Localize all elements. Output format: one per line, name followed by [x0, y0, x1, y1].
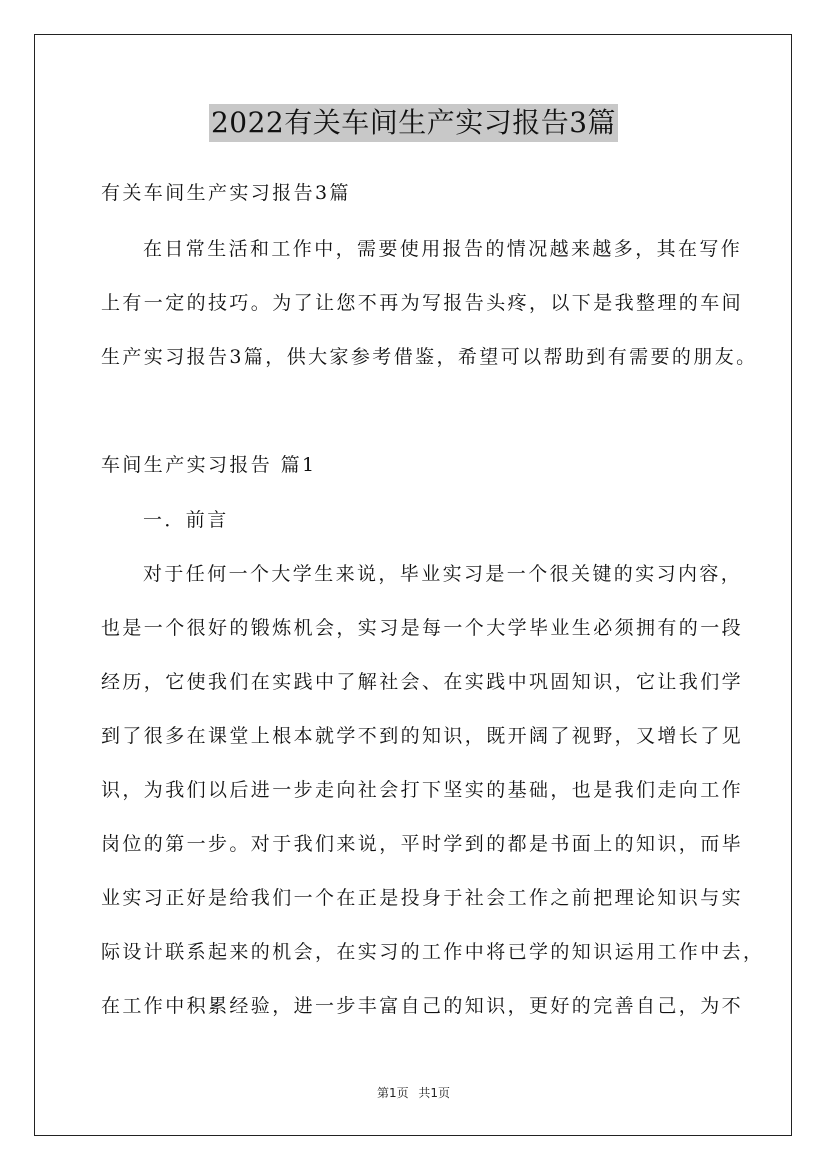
body-line: 识，为我们以后进一步走向社会打下坚实的基础，也是我们走向工作	[101, 779, 744, 801]
body-line: 到了很多在课堂上根本就学不到的知识，既开阔了视野，又增长了见	[101, 725, 744, 747]
section-heading: 车间生产实习报告 篇1	[101, 454, 317, 476]
body-line: 业实习正好是给我们一个在正是投身于社会工作之前把理论知识与实	[101, 887, 744, 909]
intro-line: 上有一定的技巧。为了让您不再为写报告头疼，以下是我整理的车间	[101, 292, 744, 314]
body-line: 在工作中积累经验，进一步丰富自己的知识，更好的完善自己，为不	[101, 995, 744, 1017]
intro-line: 在日常生活和工作中，需要使用报告的情况越来越多，其在写作	[143, 238, 743, 260]
subsection-heading: 一．前言	[143, 509, 229, 531]
page-number: 第1页	[376, 1086, 409, 1100]
body-line: 对于任何一个大学生来说，毕业实习是一个很关键的实习内容，	[143, 563, 743, 585]
title-container	[0, 104, 827, 142]
document-subtitle: 有关车间生产实习报告3篇	[101, 182, 351, 204]
total-pages: 共1页	[418, 1086, 451, 1100]
page-footer	[0, 1084, 827, 1101]
body-line: 岗位的第一步。对于我们来说，平时学到的都是书面上的知识，而毕	[101, 833, 744, 855]
body-line: 际设计联系起来的机会，在实习的工作中将已学的知识运用工作中去，	[101, 941, 765, 963]
body-line: 经历，它使我们在实践中了解社会、在实践中巩固知识，它让我们学	[101, 671, 744, 693]
document-title: 2022有关车间生产实习报告3篇	[209, 104, 618, 142]
body-line: 也是一个很好的锻炼机会，实习是每一个大学毕业生必须拥有的一段	[101, 617, 744, 639]
intro-line: 生产实习报告3篇，供大家参考借鉴，希望可以帮助到有需要的朋友。	[101, 346, 758, 368]
